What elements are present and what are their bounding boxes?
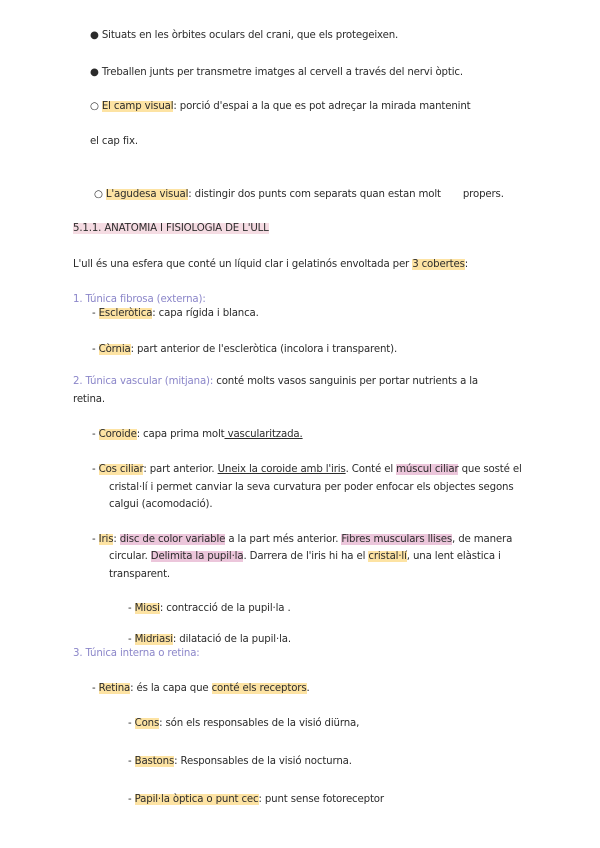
iris-line-2: circular. Delimita la pupil·la. Darrera de l'iris hi ha el cristal·lí, una lent elàstica i bbox=[109, 551, 501, 562]
item-cornia: - Còrnia: part anterior de l'escleròtica (incolora i transparent). bbox=[92, 344, 398, 355]
item-escleratica: - Escleròtica: capa rígida i blanca. bbox=[92, 308, 259, 319]
highlight-delimita-pupilla: Delimita la pupil·la bbox=[150, 551, 244, 562]
highlight-disc-color: disc de color variable bbox=[119, 534, 226, 545]
section-heading: 5.1.1. ANATOMIA I FISIOLOGIA DE L'ULL bbox=[73, 223, 269, 234]
item-retina: - Retina: és la capa que conté els receptors. bbox=[92, 683, 310, 694]
item-cos-ciliar: - Cos ciliar: part anterior. Uneix la coroide amb l'iris. Conté el múscul ciliar que sosté el bbox=[92, 464, 522, 475]
highlight-cons: Cons bbox=[134, 718, 160, 729]
highlight-agudesa-visual: L'agudesa visual bbox=[105, 189, 189, 200]
tunica-vascular-title: 2. Túnica vascular (mitjana): conté molts vasos sanguinis per portar nutrients a la bbox=[73, 376, 479, 387]
iris-line-3: transparent. bbox=[109, 569, 171, 580]
intro-paragraph: L'ull és una esfera que conté un líquid clar i gelatinós envoltada per 3 cobertes: bbox=[73, 259, 469, 270]
highlight-iris: Iris bbox=[98, 534, 114, 545]
tunica-interna-title: 3. Túnica interna o retina: bbox=[73, 648, 200, 659]
bullet-agudesa-visual: ○ L'agudesa visual: distingir dos punts com separats quan estan molt propers. bbox=[94, 189, 504, 200]
bullet-orbites: ● Situats en les òrbites oculars del crani, que els protegeixen. bbox=[90, 30, 399, 41]
item-papila-optica: - Papil·la òptica o punt cec: punt sense fotoreceptor bbox=[128, 794, 384, 805]
highlight-bastons: Bastons bbox=[134, 756, 175, 767]
tunica-vascular-continuation: retina. bbox=[73, 394, 105, 405]
item-iris: - Iris: disc de color variable a la part més anterior. Fibres musculars llises, de manera bbox=[92, 534, 513, 545]
highlight-camp-visual: El camp visual bbox=[101, 101, 174, 112]
highlight-papila-optica: Papil·la òptica o punt cec bbox=[134, 794, 259, 805]
highlight-muscul-ciliar: múscul ciliar bbox=[396, 464, 459, 475]
bullet-camp-visual: ○ El camp visual: porció d'espai a la que es pot adreçar la mirada mantenint bbox=[90, 101, 471, 112]
item-bastons: - Bastons: Responsables de la visió nocturna. bbox=[128, 756, 352, 767]
highlight-escleratica: Escleròtica bbox=[98, 308, 153, 319]
camp-visual-continuation: el cap fix. bbox=[90, 136, 138, 147]
item-coroide: - Coroide: capa prima molt vascularitzada. bbox=[92, 429, 303, 440]
highlight-cos-ciliar: Cos ciliar bbox=[98, 464, 144, 475]
highlight-fibres-musculars: Fibres musculars llises bbox=[341, 534, 453, 545]
highlight-miosi: Miosi bbox=[134, 603, 160, 614]
highlight-retina: Retina bbox=[98, 683, 131, 694]
cos-ciliar-line-3: calgui (acomodació). bbox=[109, 499, 213, 510]
bullet-treballen: ● Treballen junts per transmetre imatges al cervell a través del nervi òptic. bbox=[90, 67, 463, 78]
item-miosi: - Miosi: contracció de la pupil·la . bbox=[128, 603, 291, 614]
cos-ciliar-line-2: cristal·lí i permet canviar la seva curvatura per poder enfocar els objectes segons bbox=[109, 482, 514, 493]
highlight-3-cobertes: 3 cobertes bbox=[412, 259, 465, 270]
highlight-cristalli: cristal·lí bbox=[368, 551, 407, 562]
highlight-coroide: Coroide bbox=[98, 429, 137, 440]
item-cons: - Cons: són els responsables de la visió diürna, bbox=[128, 718, 360, 729]
item-midriasi: - Midriasi: dilatació de la pupil·la. bbox=[128, 634, 291, 645]
highlight-cornia: Còrnia bbox=[98, 344, 131, 355]
tunica-fibrosa-title: 1. Túnica fibrosa (externa): bbox=[73, 294, 206, 305]
highlight-conte-receptors: conté els receptors bbox=[211, 683, 307, 694]
highlight-midriasi: Midriasi bbox=[134, 634, 173, 645]
